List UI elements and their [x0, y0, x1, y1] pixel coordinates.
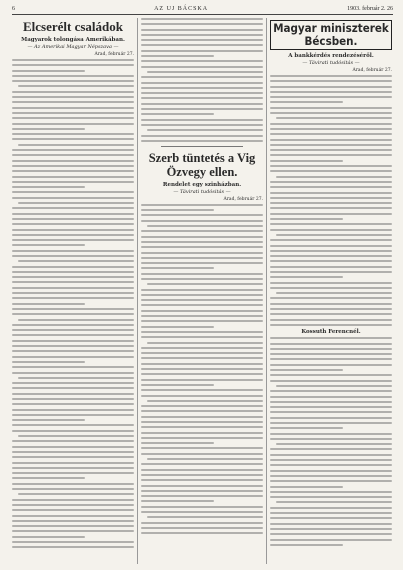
text-line	[141, 363, 263, 365]
text-line	[270, 218, 343, 220]
text-line	[270, 433, 392, 435]
text-line	[12, 430, 134, 432]
text-line	[270, 260, 392, 262]
article-left	[12, 18, 134, 564]
text-line	[12, 170, 134, 172]
article-byline: — Az Amerikai Magyar Népszava —	[27, 44, 119, 50]
text-line	[141, 506, 263, 508]
text-line	[270, 496, 392, 498]
text-line	[12, 409, 134, 411]
text-line	[270, 207, 392, 209]
text-line	[276, 443, 392, 445]
text-line	[141, 485, 263, 487]
text-line	[141, 252, 263, 254]
text-line	[270, 470, 392, 472]
text-line	[12, 334, 134, 336]
text-line	[12, 451, 134, 453]
text-line	[141, 214, 263, 216]
text-line	[270, 422, 392, 424]
text-line	[270, 358, 392, 360]
text-line	[141, 204, 263, 206]
text-line	[141, 368, 263, 370]
text-line	[141, 92, 263, 94]
text-line	[12, 446, 134, 448]
text-line	[141, 29, 263, 31]
text-line	[141, 135, 263, 137]
text-line	[12, 303, 85, 305]
text-line	[12, 398, 134, 400]
text-line	[141, 310, 263, 312]
text-line	[147, 458, 263, 460]
text-line	[276, 117, 392, 119]
text-line	[270, 144, 392, 146]
text-line	[270, 86, 392, 88]
text-line	[12, 483, 134, 485]
text-line	[141, 236, 263, 238]
text-line	[12, 499, 134, 501]
text-line	[141, 315, 263, 317]
text-line	[141, 124, 263, 126]
text-line	[12, 213, 134, 215]
text-line	[141, 320, 263, 322]
text-line	[12, 287, 134, 289]
column-divider	[137, 18, 138, 564]
text-line	[270, 491, 392, 493]
text-line	[147, 129, 263, 131]
text-line	[141, 66, 263, 68]
text-line	[141, 432, 263, 434]
text-line	[141, 18, 263, 20]
text-line	[141, 87, 263, 89]
text-line	[141, 373, 263, 375]
page-number: 6	[12, 6, 15, 12]
article-body	[270, 337, 392, 546]
article-dateline: Arad, február 27.	[223, 196, 263, 202]
text-line	[270, 464, 392, 466]
text-line	[12, 271, 134, 273]
text-line	[141, 97, 263, 99]
text-line	[141, 442, 214, 444]
text-line	[12, 530, 134, 532]
text-line	[141, 39, 263, 41]
text-line	[12, 366, 134, 368]
text-line	[270, 380, 392, 382]
text-line	[141, 50, 263, 52]
text-line	[12, 504, 134, 506]
text-line	[12, 515, 134, 517]
text-line	[12, 154, 134, 156]
text-line	[270, 337, 392, 339]
text-line	[12, 372, 134, 374]
article-subtitle: Rendelet egy szinházban.	[162, 181, 242, 188]
text-line	[141, 474, 263, 476]
text-line	[12, 80, 134, 82]
text-line	[12, 70, 85, 72]
text-line	[12, 91, 134, 93]
text-line	[141, 230, 263, 232]
text-line	[270, 75, 392, 77]
text-line	[141, 336, 263, 338]
text-line	[12, 541, 134, 543]
masthead	[12, 4, 393, 14]
text-line	[12, 117, 134, 119]
article-subtitle: Magyarok tolongása Amerikában.	[21, 37, 125, 43]
text-line	[270, 245, 392, 247]
text-line	[12, 123, 134, 125]
text-line	[141, 495, 263, 497]
text-line	[141, 294, 263, 296]
text-line	[141, 241, 263, 243]
article-body	[270, 75, 392, 326]
text-line	[141, 384, 214, 386]
text-line	[12, 324, 134, 326]
text-line	[141, 246, 263, 248]
text-line	[141, 500, 214, 502]
masthead-rule	[12, 14, 393, 15]
text-line	[12, 96, 134, 98]
text-line	[141, 469, 263, 471]
text-line	[270, 486, 343, 488]
text-line	[270, 276, 343, 278]
text-line	[270, 139, 392, 141]
text-line	[141, 405, 263, 407]
article-separator	[161, 146, 243, 147]
text-line	[270, 319, 392, 321]
text-line	[270, 390, 392, 392]
text-line	[270, 165, 392, 167]
text-line	[141, 426, 263, 428]
text-line	[12, 64, 134, 66]
text-line	[270, 417, 392, 419]
article-title: Elcserélt családok	[22, 19, 123, 34]
text-line	[270, 112, 392, 114]
text-line	[12, 546, 134, 548]
text-line	[141, 511, 263, 513]
text-line	[141, 421, 263, 423]
text-line	[141, 267, 214, 269]
text-line	[12, 234, 134, 236]
text-line	[270, 282, 392, 284]
text-line	[270, 101, 343, 103]
text-line	[270, 170, 392, 172]
article-body	[141, 18, 263, 142]
text-line	[270, 202, 392, 204]
text-line	[12, 133, 134, 135]
text-line	[141, 527, 263, 529]
text-line	[270, 523, 392, 525]
text-line	[270, 154, 392, 156]
text-line	[270, 133, 392, 135]
text-line	[12, 509, 134, 511]
text-line	[141, 395, 263, 397]
text-line	[141, 220, 263, 222]
text-line	[12, 350, 134, 352]
text-line	[270, 454, 392, 456]
text-line	[12, 75, 134, 77]
text-line	[141, 55, 214, 57]
text-line	[141, 532, 263, 534]
text-line	[141, 379, 263, 381]
text-line	[12, 456, 134, 458]
text-line	[270, 406, 392, 408]
text-line	[141, 113, 214, 115]
text-line	[141, 463, 263, 465]
section-heading: Kossuth Ferencnél.	[301, 329, 361, 336]
text-line	[12, 462, 134, 464]
text-line	[12, 59, 134, 61]
text-line	[12, 472, 134, 474]
text-line	[276, 234, 392, 236]
text-line	[270, 438, 392, 440]
text-line	[12, 467, 134, 469]
text-line	[12, 255, 134, 257]
text-line	[141, 257, 263, 259]
text-line	[141, 209, 214, 211]
text-line	[270, 229, 392, 231]
text-line	[270, 427, 343, 429]
text-line	[270, 287, 392, 289]
text-line	[12, 186, 85, 188]
text-line	[270, 239, 392, 241]
issue-date: 1903. február 2. 26	[347, 6, 393, 12]
text-line	[141, 490, 263, 492]
text-line	[141, 389, 263, 391]
text-line	[12, 292, 134, 294]
text-line	[12, 223, 134, 225]
text-line	[12, 419, 85, 421]
text-line	[270, 396, 392, 398]
text-line	[12, 387, 134, 389]
text-line	[276, 385, 392, 387]
text-line	[12, 266, 134, 268]
text-line	[18, 85, 134, 87]
text-line	[141, 140, 263, 142]
text-line	[12, 424, 134, 426]
text-line	[270, 223, 392, 225]
text-line	[12, 160, 134, 162]
text-line	[141, 60, 263, 62]
text-line	[276, 501, 392, 503]
text-line	[18, 144, 134, 146]
text-line	[270, 512, 392, 514]
text-line	[270, 313, 392, 315]
text-line	[141, 522, 263, 524]
text-line	[141, 304, 263, 306]
text-line	[12, 340, 134, 342]
text-line	[270, 308, 392, 310]
text-line	[12, 128, 85, 130]
text-line	[12, 281, 134, 283]
text-line	[270, 480, 392, 482]
text-line	[270, 364, 392, 366]
text-line	[12, 181, 134, 183]
text-line	[141, 410, 263, 412]
text-line	[12, 165, 134, 167]
article-body	[12, 59, 134, 548]
text-line	[12, 382, 134, 384]
text-line	[141, 453, 263, 455]
text-line	[12, 308, 134, 310]
text-line	[270, 507, 392, 509]
text-line	[141, 76, 263, 78]
text-line	[12, 329, 134, 331]
article-dateline: Arad, február 27.	[94, 52, 134, 57]
text-line	[270, 107, 392, 109]
text-line	[12, 313, 134, 315]
text-line	[141, 479, 263, 481]
text-line	[147, 516, 263, 518]
text-line	[141, 23, 263, 25]
text-line	[12, 440, 134, 442]
text-line	[276, 176, 392, 178]
text-line	[141, 347, 263, 349]
article-title: Magyar miniszterek Bécsben.	[270, 20, 392, 50]
text-line	[270, 411, 392, 413]
text-line	[141, 447, 263, 449]
text-line	[12, 176, 134, 178]
text-line	[12, 239, 134, 241]
text-line	[270, 149, 392, 151]
text-line	[141, 326, 214, 328]
text-line	[12, 393, 134, 395]
column-divider	[266, 18, 267, 564]
text-line	[141, 331, 263, 333]
text-line	[270, 374, 392, 376]
article-byline: — Távirati tudósitás —	[173, 188, 231, 195]
text-line	[270, 266, 392, 268]
text-line	[12, 403, 134, 405]
text-line	[141, 278, 263, 280]
text-line	[270, 324, 392, 326]
text-line	[12, 107, 134, 109]
text-line	[270, 539, 392, 541]
text-line	[270, 80, 392, 82]
text-line	[141, 273, 263, 275]
text-line	[270, 123, 392, 125]
text-line	[12, 297, 134, 299]
text-line	[270, 250, 392, 252]
text-line	[270, 297, 392, 299]
text-line	[18, 435, 134, 437]
text-line	[12, 361, 85, 363]
text-line	[18, 377, 134, 379]
text-line	[270, 475, 392, 477]
text-line	[270, 353, 392, 355]
text-line	[270, 448, 392, 450]
text-line	[270, 303, 392, 305]
text-line	[270, 533, 392, 535]
text-line	[12, 250, 134, 252]
text-line	[141, 262, 263, 264]
text-line	[270, 186, 392, 188]
text-line	[141, 108, 263, 110]
article-right	[270, 18, 392, 564]
text-line	[12, 207, 134, 209]
text-line	[270, 197, 392, 199]
text-line	[270, 192, 392, 194]
text-line	[12, 101, 134, 103]
text-line	[270, 271, 392, 273]
text-line	[141, 299, 263, 301]
text-line	[12, 345, 134, 347]
text-line	[141, 416, 263, 418]
text-line	[270, 459, 392, 461]
text-line	[147, 225, 263, 227]
text-line	[147, 283, 263, 285]
text-line	[270, 128, 392, 130]
text-line	[12, 414, 134, 416]
text-line	[12, 229, 134, 231]
text-line	[12, 477, 85, 479]
text-line	[270, 181, 392, 183]
text-line	[270, 369, 343, 371]
article-title: Szerb tüntetés a Vig Özvegy ellen.	[148, 150, 256, 179]
text-line	[147, 400, 263, 402]
text-line	[270, 160, 343, 162]
article-body	[141, 204, 263, 534]
text-line	[141, 289, 263, 291]
article-subtitle: A bankkérdés rendezéséről.	[288, 53, 374, 59]
text-line	[12, 112, 134, 114]
text-line	[141, 103, 263, 105]
text-line	[276, 292, 392, 294]
text-line	[270, 528, 392, 530]
article-byline: — Távirati tudósitás —	[302, 60, 360, 66]
text-line	[270, 343, 392, 345]
text-line	[12, 197, 134, 199]
text-line	[12, 244, 85, 246]
text-line	[141, 44, 263, 46]
text-line	[141, 119, 263, 121]
text-line	[12, 191, 134, 193]
text-line	[141, 34, 263, 36]
text-line	[147, 71, 263, 73]
text-line	[270, 91, 392, 93]
text-line	[12, 488, 134, 490]
text-line	[270, 96, 392, 98]
text-line	[12, 138, 134, 140]
text-line	[12, 149, 134, 151]
text-line	[270, 213, 392, 215]
text-line	[141, 357, 263, 359]
text-line	[18, 260, 134, 262]
text-line	[270, 544, 343, 546]
text-line	[12, 525, 134, 527]
text-line	[12, 536, 85, 538]
text-line	[12, 218, 134, 220]
text-line	[12, 276, 134, 278]
article-middle	[141, 18, 263, 564]
text-line	[147, 342, 263, 344]
text-line	[270, 517, 392, 519]
article-dateline: Arad, február 27.	[352, 68, 392, 73]
text-line	[270, 348, 392, 350]
text-line	[141, 82, 263, 84]
text-line	[18, 202, 134, 204]
text-line	[18, 493, 134, 495]
text-line	[18, 319, 134, 321]
text-line	[141, 437, 263, 439]
text-line	[12, 356, 134, 358]
text-line	[141, 352, 263, 354]
text-line	[270, 401, 392, 403]
text-line	[270, 255, 392, 257]
paper-title: AZ UJ BÁCSKA	[154, 6, 209, 12]
text-line	[12, 520, 134, 522]
